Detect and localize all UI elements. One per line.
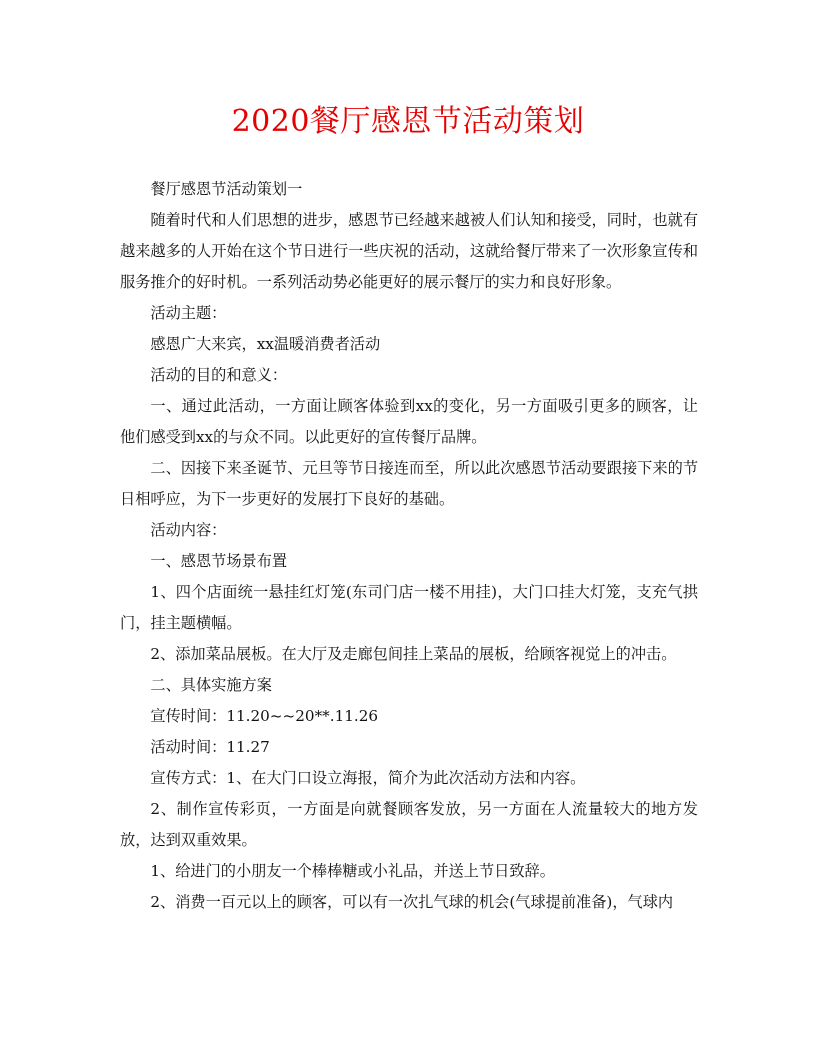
- paragraph: 活动内容：: [150, 521, 227, 539]
- paragraph: 活动时间：11.27: [150, 738, 270, 756]
- paragraph: 活动的目的和意义：: [150, 366, 288, 384]
- paragraph: 随着时代和人们思想的进步，感恩节已经越来越被人们认知和接受，同时，也就有越来越多的人开始在这个节日进行一些庆祝的活动，这就给餐厅带来了一次形象宣传和服务推介的好时机。一系列活动势必能更好的展示餐厅的实力和良好形象。: [120, 211, 698, 291]
- paragraph: 2、制作宣传彩页，一方面是向就餐顾客发放，另一方面在人流量较大的地方发放，达到双重效果。: [120, 800, 698, 849]
- paragraph: 2、添加菜品展板。在大厅及走廊包间挂上菜品的展板，给顾客视觉上的冲击。: [150, 645, 677, 663]
- paragraph: 1、给进门的小朋友一个棒棒糖或小礼品，并送上节日致辞。: [150, 862, 555, 880]
- paragraph: 一、感恩节场景布置: [150, 552, 288, 570]
- paragraph: 宣传时间：11.20~~20**.11.26: [150, 707, 379, 725]
- paragraph: 餐厅感恩节活动策划一: [150, 180, 303, 198]
- paragraph: 一、通过此活动，一方面让顾客体验到xx的变化，另一方面吸引更多的顾客，让他们感受到xx的与众不同。以此更好的宣传餐厅品牌。: [120, 397, 698, 446]
- document-body: [120, 174, 698, 918]
- paragraph: 活动主题：: [150, 304, 227, 322]
- paragraph: 1、四个店面统一悬挂红灯笼(东司门店一楼不用挂)，大门口挂大灯笼，支充气拱门，挂主题横幅。: [120, 583, 698, 632]
- paragraph: 宣传方式：1、在大门口设立海报，简介为此次活动方法和内容。: [150, 769, 586, 787]
- paragraph: 二、具体实施方案: [150, 676, 272, 694]
- paragraph: 2、消费一百元以上的顾客，可以有一次扎气球的机会(气球提前准备)，气球内: [150, 893, 674, 911]
- document-title: 2020餐厅感恩节活动策划: [231, 104, 585, 139]
- paragraph: 二、因接下来圣诞节、元旦等节日接连而至，所以此次感恩节活动要跟接下来的节日相呼应，为下一步更好的发展打下良好的基础。: [120, 459, 698, 508]
- paragraph: 感恩广大来宾，xx温暖消费者活动: [150, 335, 381, 353]
